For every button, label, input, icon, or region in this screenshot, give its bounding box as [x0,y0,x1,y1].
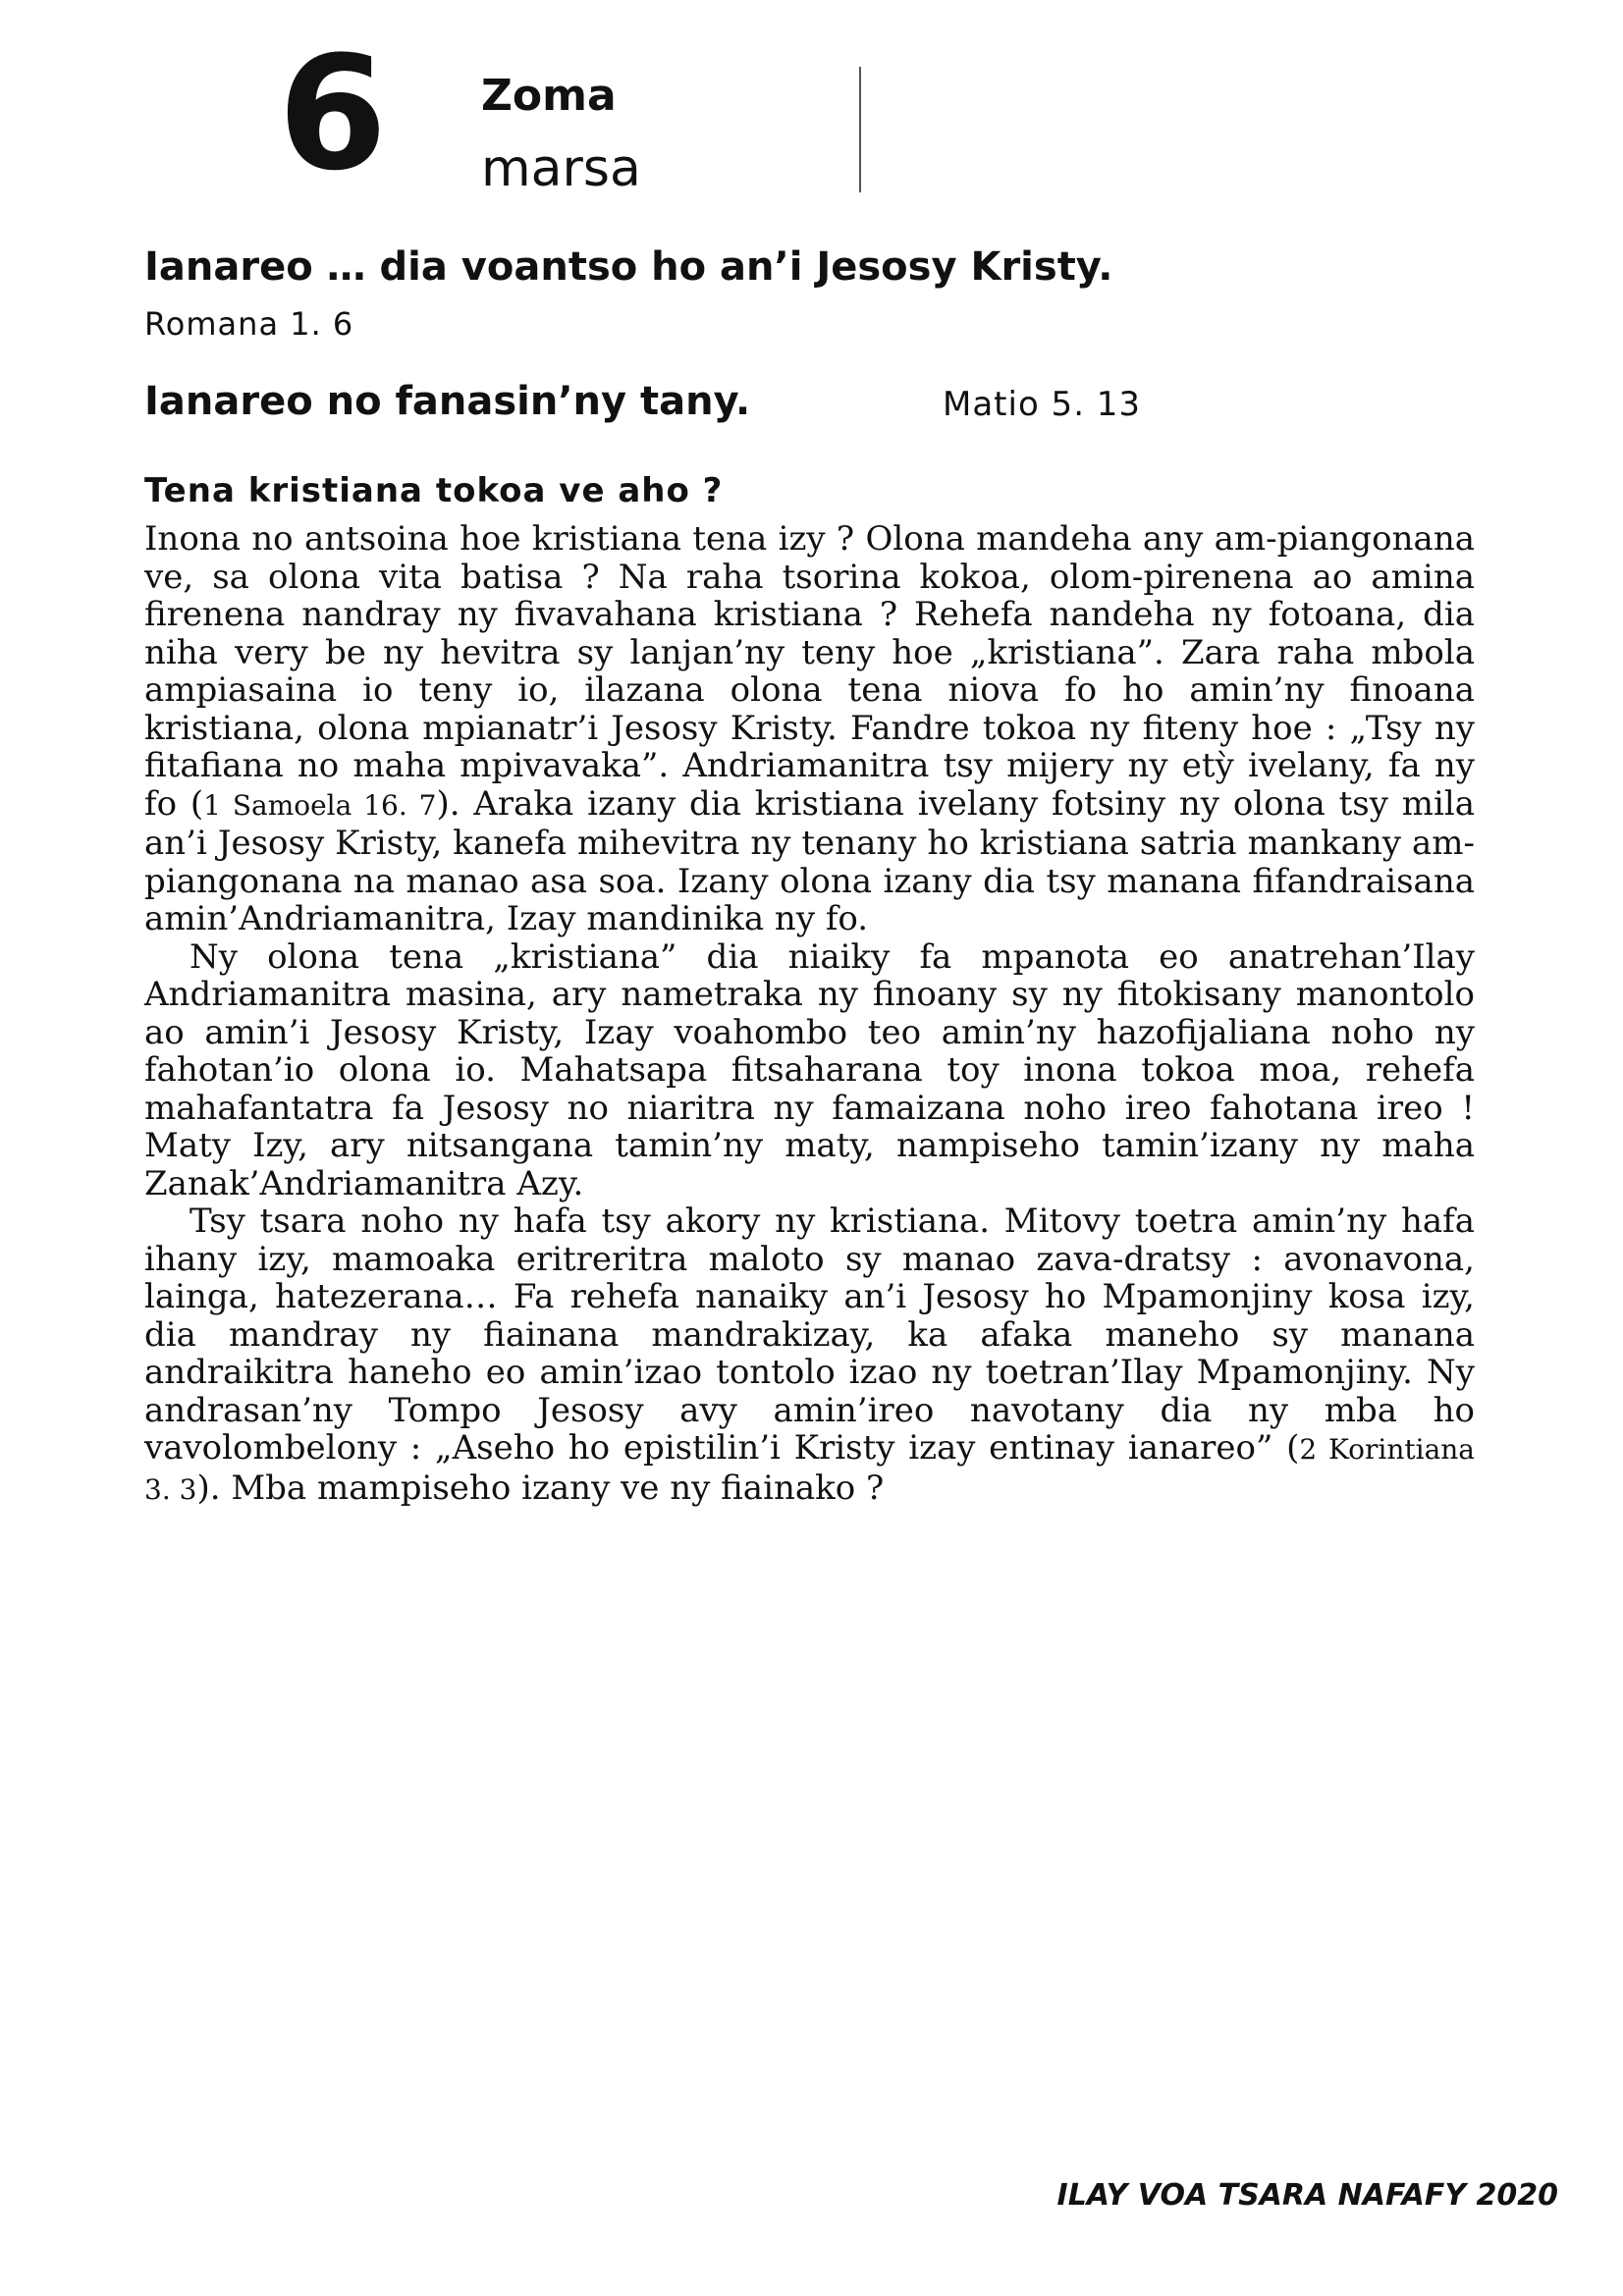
scripture-reference: 1 Samoela 16. 7 [203,788,437,822]
verse-primary: Ianareo … dia voantso ho an’i Jesosy Kristy. [144,244,1113,290]
day-number: 6 [278,22,384,205]
devotional-body [144,520,1475,1509]
paragraph-1-text-b: ). Araka izany dia kristiana ivelany fotsiny ny olona tsy mila an’i Jesosy Kristy, kanefa mihevitra ny tenany ho kristiana satria mankany am-piangonana na manao asa soa. Izany olona izany dia tsy manana fifandraisana amin’Andriamanitra, Izay mandinika ny fo. [144,783,1475,938]
weekday-label: Zoma [481,71,617,121]
verse-secondary-reference: Matio 5. 13 [943,385,1142,424]
scripture-reference: 2 Korintiana 3. 3 [144,1433,1475,1506]
publication-footer: ILAY VOA TSARA NAFAFY 2020 [1056,2178,1558,2213]
header-divider [859,67,861,192]
month-label: marsa [481,139,641,198]
paragraph-1-text-a: Inona no antsoina hoe kristiana tena izy ? Olona mandeha any am-piangonana ve, sa olona vita batisa ? Na raha tsorina kokoa, olom-pirenena ao amina firenena nandray ny fivavahana kristiana ? Rehefa nandeha ny fotoana, dia niha very be ny hevitra sy lanjan’ny teny hoe „kristiana”. Zara raha mbola ampiasaina io teny io, ilazana olona tena niova fo ho amin’ny finoana kristiana, olona mpianatr’i Jesosy Kristy. Fandre tokoa ny fiteny hoe : „Tsy ny fitafiana no maha mpivavaka”. Andriamanitra tsy mijery ny etỳ ivelany, fa ny fo ( [144,519,1475,824]
verse-secondary: Ianareo no fanasin’ny tany. [144,379,751,424]
paragraph-3-text-a: Tsy tsara noho ny hafa tsy akory ny kristiana. Mitovy toetra amin’ny hafa ihany izy, mamoaka eritreritra maloto sy manao zava-dratsy : avonavona, lainga, hatezerana… Fa rehefa nanaiky an’i Jesosy ho Mpamonjiny kosa izy, dia mandray ny fiainana mandrakizay, ka afaka maneho sy manana andraikitra haneho eo amin’izao tontolo izao ny toetran’Ilay Mpamonjiny. Ny andrasan’ny Tompo Jesosy avy amin’ireo navotany dia ny mba ho vavolombelony : „Aseho ho epistilin’i Kristy izay entinay ianareo” ( [144,1201,1475,1468]
devotional-heading: Tena kristiana tokoa ve aho ? [144,471,724,510]
paragraph-3 [144,1202,1475,1509]
paragraph-1 [144,520,1475,938]
verse-primary-reference: Romana 1. 6 [144,305,354,343]
paragraph-3-text-b: ). Mba mampiseho izany ve ny fiainako ? [196,1468,885,1508]
paragraph-2: Ny olona tena „kristiana” dia niaiky fa mpanota eo anatrehan’Ilay Andriamanitra masina, ary nametraka ny finoany sy ny fitokisany manontolo ao amin’i Jesosy Kristy, Izay voahombo teo amin’ny hazofijaliana noho ny fahotan’io olona io. Mahatsapa fitsaharana toy inona tokoa moa, rehefa mahafantatra fa Jesosy no niaritra ny famaizana noho ireo fahotana ireo ! Maty Izy, ary nitsangana tamin’ny maty, nampiseho tamin’izany ny maha Zanak’Andriamanitra Azy. [144,936,1475,1203]
